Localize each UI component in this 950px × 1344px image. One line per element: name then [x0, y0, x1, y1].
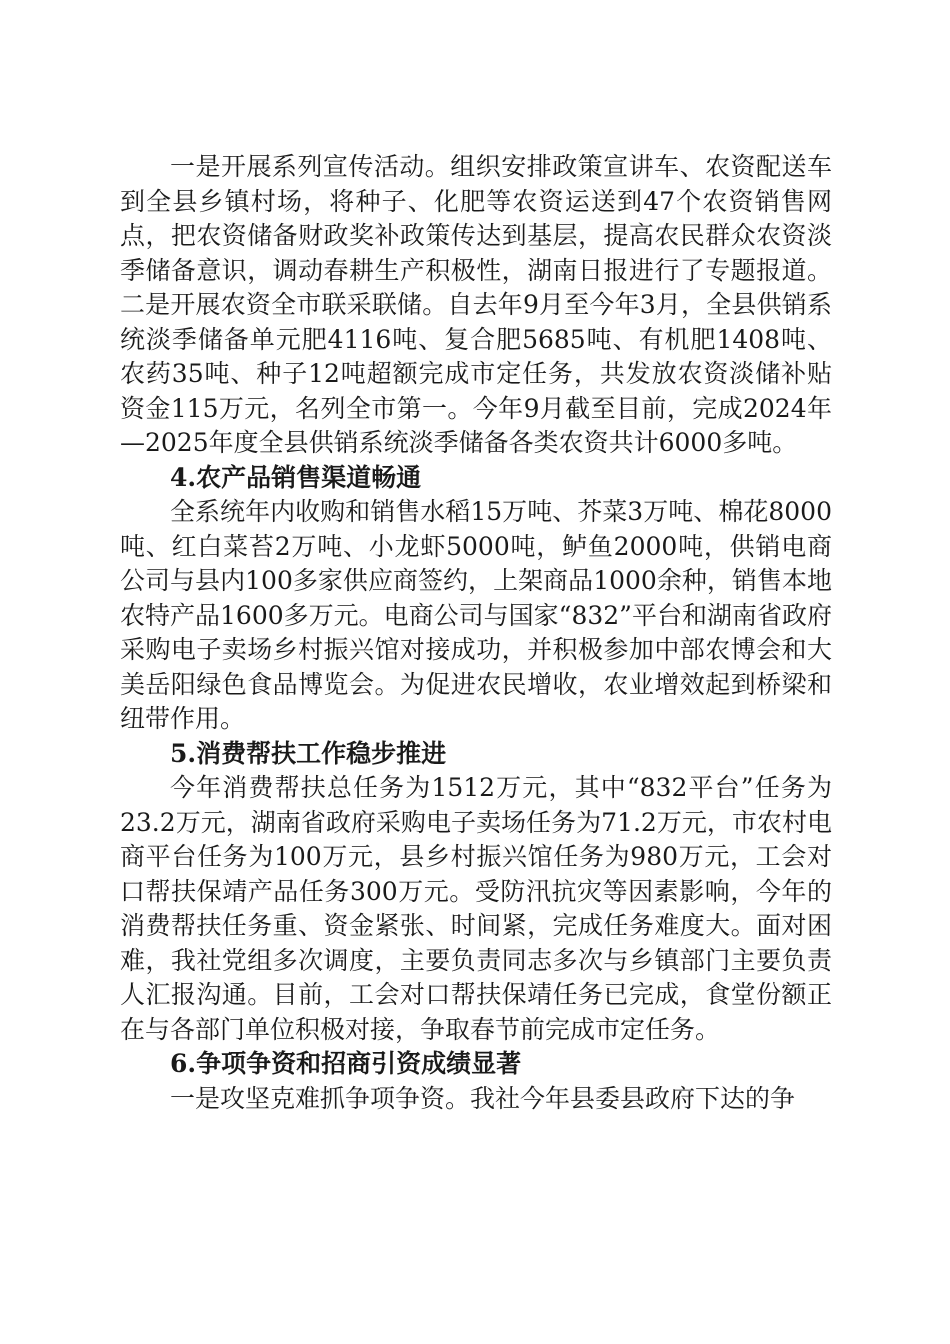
section-heading: 4.农产品销售渠道畅通 — [170, 462, 422, 492]
document-page — [120, 150, 832, 1116]
body-paragraph: 一是开展系列宣传活动。组织安排政策宣讲车、农资配送车到全县乡镇村场，将种子、化肥等农资运送到47个农资销售网点，把农资储备财政奖补政策传达到基层，提高农民群众农资淡季储备意识，调动春耕生产积极性，湖南日报进行了专题报道。二是开展农资全市联采联储。自去年9月至今年3月，全县供销系统淡季储备单元肥4116吨、复合肥5685吨、有机肥1408吨、农药35吨、种子12吨超额完成市定任务，共发放农资淡储补贴资金115万元，名列全市第一。今年9月截至目前，完成2024年—2025年度全县供销系统淡季储备各类农资共计6000多吨。 — [120, 152, 832, 457]
body-paragraph: 一是攻坚克难抓争项争资。我社今年县委县政府下达的争 — [170, 1083, 796, 1113]
section-heading: 5.消费帮扶工作稳步推进 — [170, 738, 447, 768]
body-paragraph: 今年消费帮扶总任务为1512万元，其中“832平台”任务为23.2万元，湖南省政府采购电子卖场任务为71.2万元，市农村电商平台任务为100万元，县乡村振兴馆任务为980万元，工会对口帮扶保靖产品任务300万元。受防汛抗灾等因素影响，今年的消费帮扶任务重、资金紧张、时间紧，完成任务难度大。面对困难，我社党组多次调度，主要负责同志多次与乡镇部门主要负责人汇报沟通。目前，工会对口帮扶保靖任务已完成，食堂份额正在与各部门单位积极对接，争取春节前完成市定任务。 — [120, 773, 832, 1044]
section-heading: 6.争项争资和招商引资成绩显著 — [170, 1049, 522, 1078]
body-paragraph: 全系统年内收购和销售水稻15万吨、芥菜3万吨、棉花8000吨、红白菜苔2万吨、小龙虾5000吨，鲈鱼2000吨，供销电商公司与县内100多家供应商签约，上架商品1000余种，销售本地农特产品1600多万元。电商公司与国家“832”平台和湖南省政府采购电子卖场乡村振兴馆对接成功，并积极参加中部农博会和大美岳阳绿色食品博览会。为促进农民增收，农业增效起到桥梁和纽带作用。 — [120, 497, 832, 733]
